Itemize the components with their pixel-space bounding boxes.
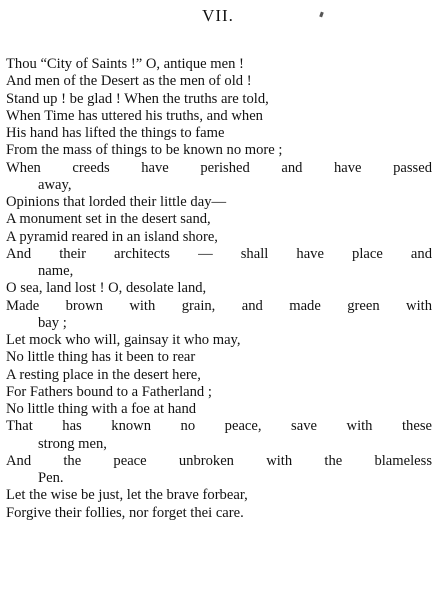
poem-line: A monument set in the desert sand, <box>6 211 211 228</box>
poem-line-continuation: strong men, <box>38 435 107 452</box>
poem-line: When creeds have perished and have passed <box>6 159 432 176</box>
section-heading: VII. <box>202 6 234 25</box>
poem-line-continuation: bay ; <box>38 314 67 331</box>
poem-line: No little thing has it been to rear <box>6 349 196 366</box>
poem-line: Let mock who will, gainsay it who may, <box>6 332 241 348</box>
poem-line: When Time has uttered his truths, and when <box>6 107 263 124</box>
poem-line: No little thing with a foe at hand <box>6 401 197 417</box>
poem-line: A pyramid reared in an island shore, <box>6 228 218 245</box>
poem-line: Stand up ! be glad ! When the truths are told, <box>6 90 269 107</box>
poem-body <box>6 56 432 522</box>
poem-line: A resting place in the desert here, <box>6 366 201 383</box>
poem-line: And the peace unbroken with the blameless <box>6 452 432 469</box>
poem-line: Opinions that lorded their little day— <box>6 194 227 210</box>
poem-line: And men of the Desert as the men of old ! <box>6 73 252 90</box>
poem-line: O sea, land lost ! O, desolate land, <box>6 280 207 297</box>
poem-line: For Fathers bound to a Fatherland ; <box>6 383 212 400</box>
poem-line: Made brown with grain, and made green with <box>6 297 432 314</box>
poem-line: Forgive their follies, nor forget thei care. <box>6 504 244 521</box>
poem-line: From the mass of things to be known no more ; <box>6 142 283 159</box>
poem-line-continuation: away, <box>38 176 72 193</box>
poem-line: Let the wise be just, let the brave forbear, <box>6 487 248 504</box>
poem-line: Thou “City of Saints !” O, antique men ! <box>6 56 244 72</box>
poem-line-continuation: name, <box>38 263 74 279</box>
poem-line: And their architects — shall have place and <box>6 245 432 262</box>
poem-line-continuation: Pen. <box>38 470 64 486</box>
poem-line: His hand has lifted the things to fame <box>6 125 225 141</box>
poem-line: That has known no peace, save with these <box>6 418 432 435</box>
